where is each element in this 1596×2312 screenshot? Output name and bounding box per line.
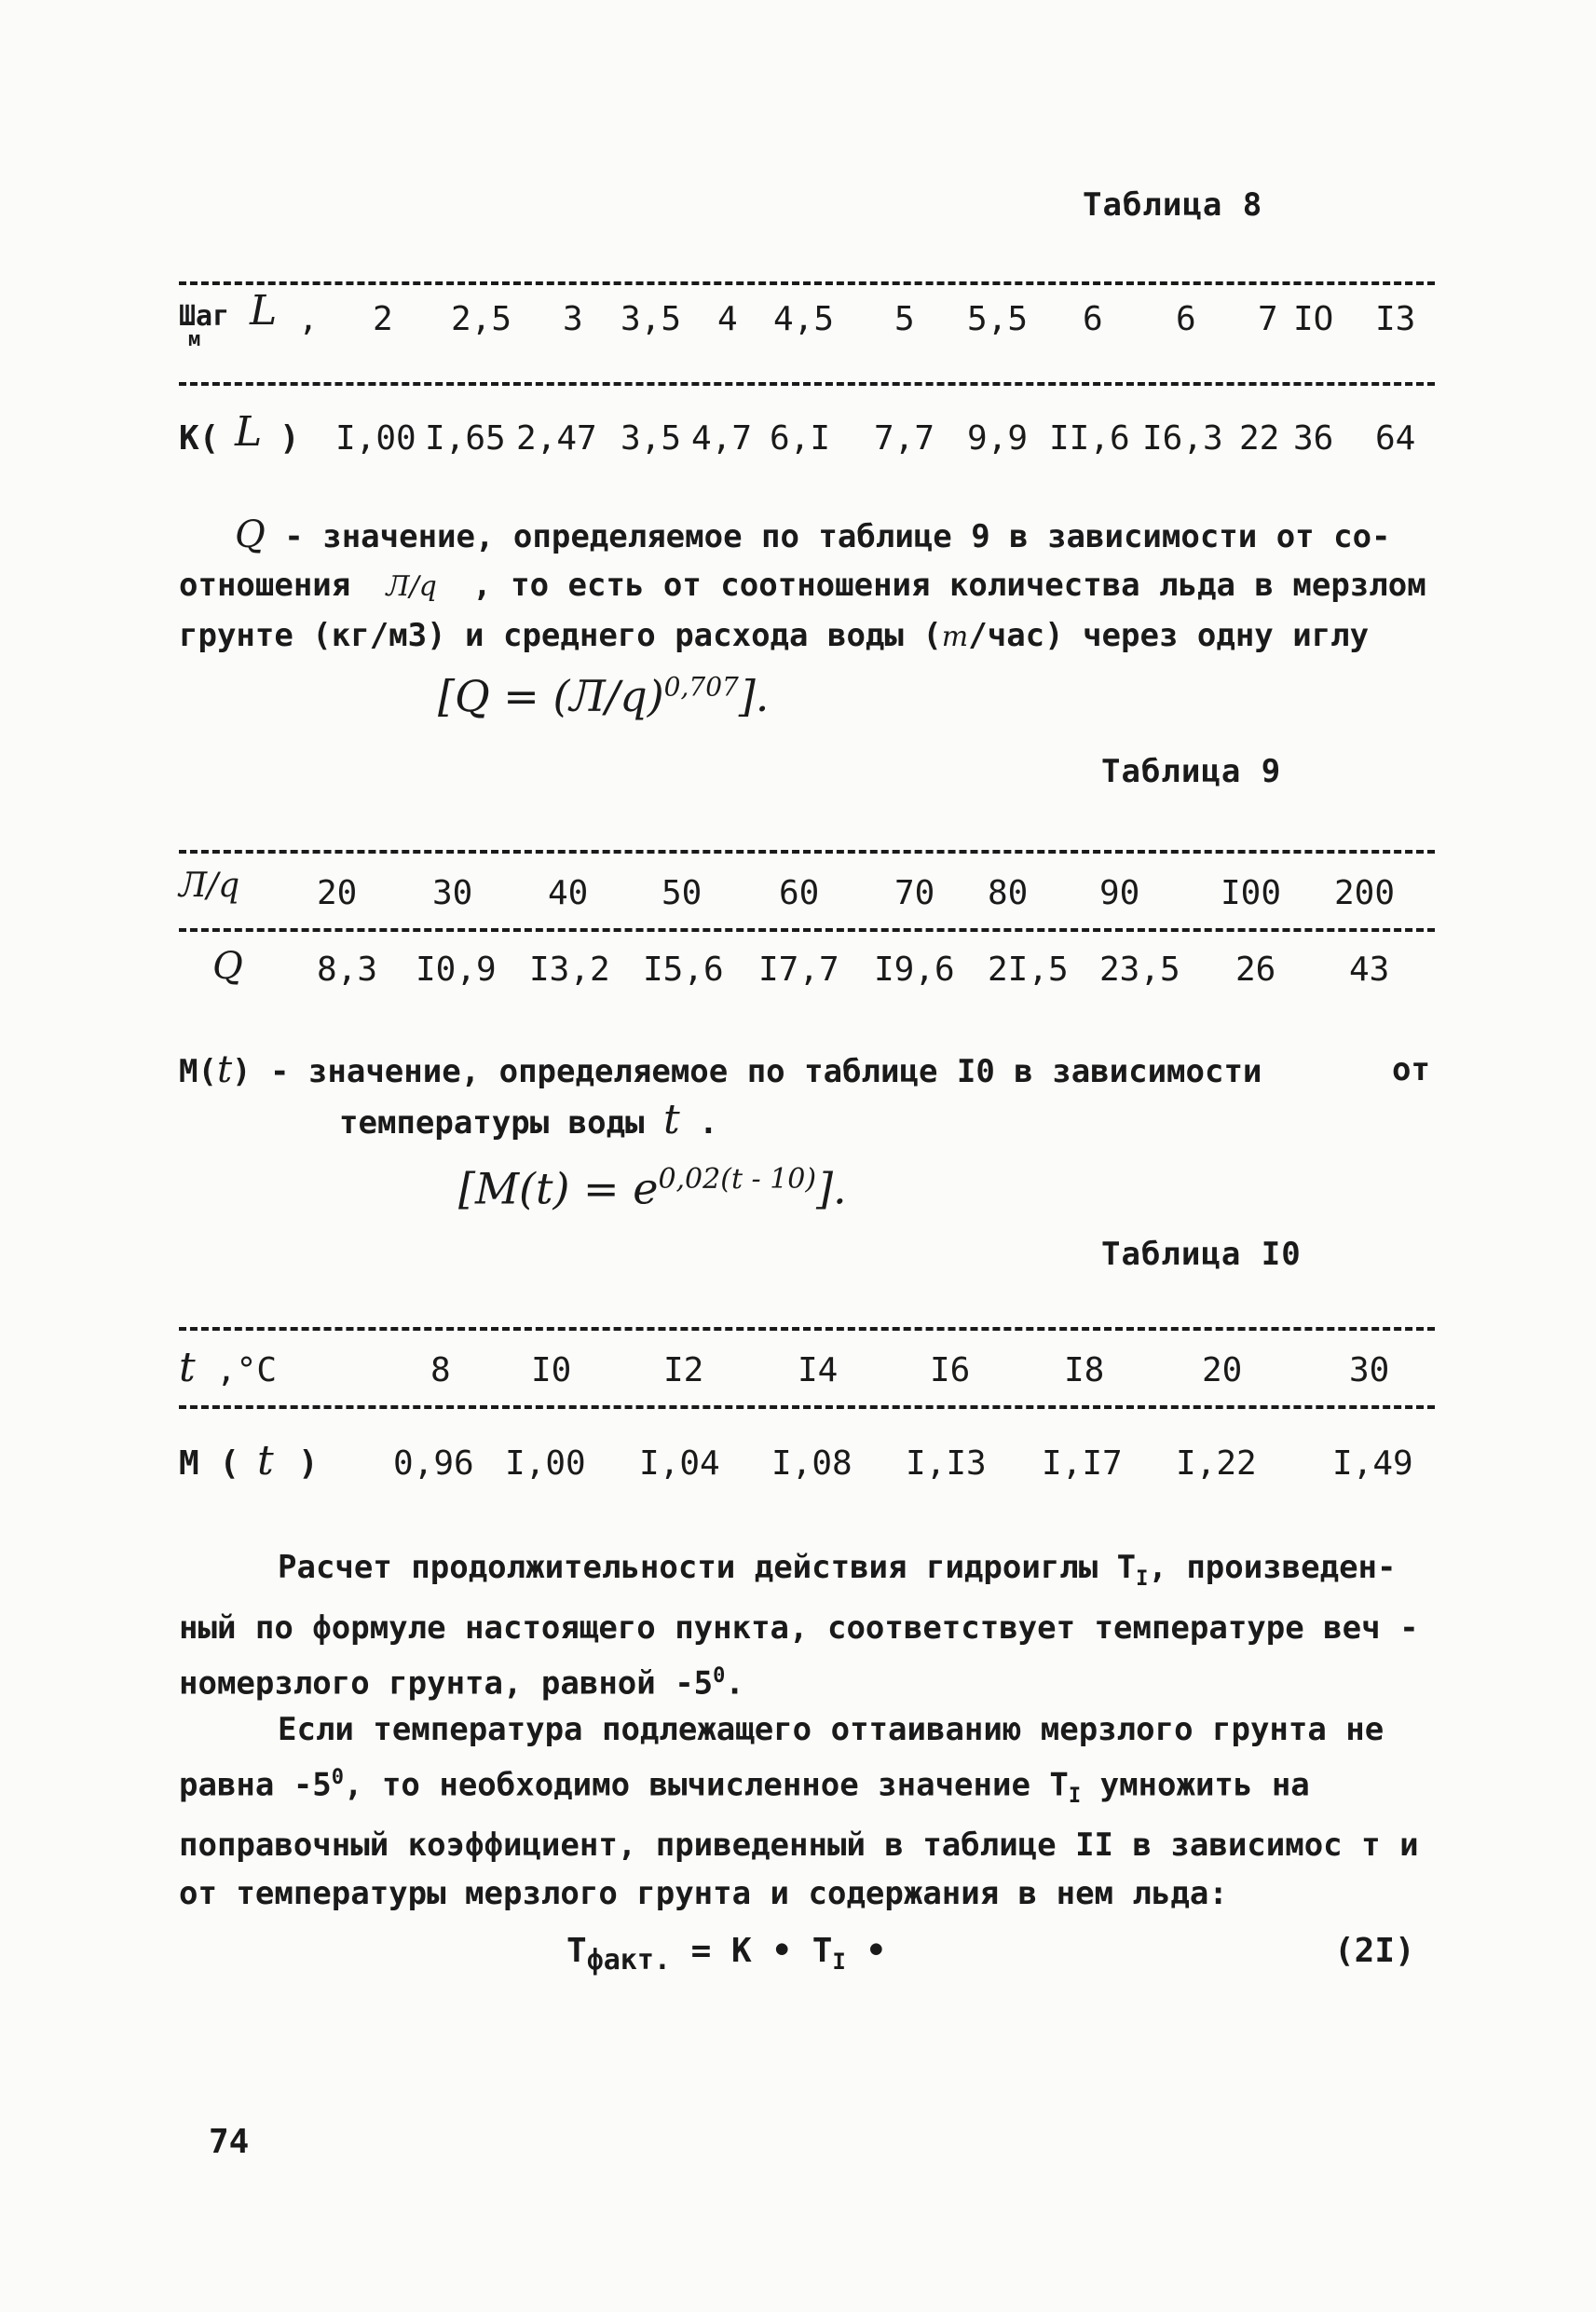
table8-cell: 9,9: [967, 419, 1029, 458]
table8-cell: 5: [894, 300, 915, 338]
table10-cell: I,I7: [1042, 1444, 1123, 1483]
table9-cell: 90: [1099, 874, 1140, 912]
table9-cell: I9,6: [874, 951, 955, 989]
paragraph-duration: Расчет продолжительности действия гидроиглы $Т_I$, произведен- ный по формуле настоящего пункта, соответствует температуре веч - номерзлого грунта, равной $-5^0$.: [179, 1549, 1419, 1703]
table10-row2-label: М (: [179, 1444, 240, 1483]
table9-cell: I0,9: [416, 951, 497, 989]
table10-cell: I6: [930, 1351, 971, 1389]
table10-cell: I,22: [1176, 1444, 1257, 1483]
table10-cell: I4: [798, 1351, 839, 1389]
table8-rule-mid: [179, 382, 1435, 386]
table10-cell: I2: [663, 1351, 704, 1389]
table9-rule-mid: [179, 928, 1435, 932]
table8-cell: I,65: [425, 419, 506, 458]
table9-cell: 50: [662, 874, 703, 912]
table9-cell: 43: [1349, 951, 1390, 989]
table9-rule-top: [179, 850, 1435, 854]
table8-row1-unit: м: [188, 328, 201, 351]
table8-row-step: Шаг м L , 2 2,5 3 3,5 4 4,5 5 5,5 6 6 7 IO I3: [179, 287, 1416, 351]
table9-cell: I7,7: [758, 951, 839, 989]
table9-cell: 8,3: [317, 951, 378, 989]
table8-cell: 5,5: [967, 300, 1029, 338]
table8-cell: 3: [563, 300, 583, 338]
table8-cell: 6,I: [770, 419, 831, 458]
table10-cell: I0: [531, 1351, 572, 1389]
table8-cell: 4,5: [773, 300, 835, 338]
table9-cell: I00: [1221, 874, 1282, 912]
ratio-l-q-symbol: Л/q: [386, 570, 437, 603]
table9-row-ratio: [179, 867, 1435, 930]
paragraph-m: М(t) - значение, определяемое по таблице I0 в зависимости от температуры воды t .: [179, 1048, 1430, 1143]
table8-cell: 2,5: [451, 300, 512, 338]
table8-cell: 6: [1176, 300, 1196, 338]
equation-21: $Т_{факт.} = К$ • $Т_I$ •: [566, 1932, 887, 1977]
table10-cell: 0,96: [393, 1444, 474, 1483]
table8-cell: I3: [1375, 300, 1416, 338]
table10-cell: I,49: [1332, 1444, 1413, 1483]
table9-caption: Таблица 9: [1101, 753, 1282, 790]
table10-cell: 30: [1349, 1351, 1390, 1389]
table8-cell: 3,5: [621, 419, 682, 458]
table10-cell: 8: [430, 1351, 451, 1389]
table9-cell: 40: [548, 874, 589, 912]
table10-cell: 20: [1202, 1351, 1243, 1389]
table9-cell: I5,6: [643, 951, 724, 989]
table8-rule-top: [179, 281, 1435, 285]
formula-q: $[Q = (Л/q)^{0,707}]$.: [438, 671, 770, 721]
table8-cell: 22: [1239, 419, 1280, 458]
table8-cell: 7,7: [874, 419, 935, 458]
table8-cell: IO: [1293, 300, 1334, 338]
table8-row2-symbol: L: [235, 408, 263, 456]
table9-cell: I3,2: [529, 951, 610, 989]
table8-row2-label: К(: [179, 419, 220, 458]
table8-row1-label: Шаг: [179, 300, 230, 333]
table8-cell: 6: [1083, 300, 1103, 338]
table9-cell: 60: [779, 874, 820, 912]
table9-row1-label: Л/q: [179, 867, 240, 905]
table8-caption: Таблица 8: [1083, 186, 1263, 224]
table10-row1-label: t: [179, 1344, 196, 1391]
equation-number: (2I): [1334, 1932, 1415, 1970]
table10-row-m: М ( t ) 0,96 I,00 I,04 I,08 I,I3 I,I7 I,22 I,49: [179, 1437, 1413, 1484]
table10-rule-mid: [179, 1405, 1435, 1409]
table9-cell: 30: [432, 874, 473, 912]
table9-cell: 2I,5: [988, 951, 1069, 989]
table9-row2-label: Q: [212, 945, 243, 988]
formula-m: $[M(t) = e^{0,02(t - 10)}]$.: [458, 1163, 847, 1214]
table10-cell: I8: [1064, 1351, 1105, 1389]
paragraph-q: Q - значение, определяемое по таблице 9 в зависимости от со- отношения Л/q , то есть от соотношения количества льда в мерзлом грунте (кг/м3) и среднего расхода воды (m/час) через одну иглу: [179, 513, 1426, 654]
table9-cell: 200: [1334, 874, 1396, 912]
table10-cell: I,I3: [906, 1444, 987, 1483]
table8-cell: 2,47: [516, 419, 597, 458]
table9-cell: 70: [894, 874, 935, 912]
table8-cell: 4: [717, 300, 738, 338]
q-symbol: Q: [235, 513, 266, 556]
page-number: 74: [209, 2123, 250, 2161]
table8-cell: I,00: [335, 419, 416, 458]
table10-rule-top: [179, 1327, 1435, 1331]
table10-cell: I,04: [639, 1444, 720, 1483]
table10-cell: I,00: [505, 1444, 586, 1483]
table10-row2-symbol: t: [257, 1437, 274, 1484]
table10-caption: Таблица I0: [1101, 1236, 1302, 1273]
table9-cell: 80: [988, 874, 1029, 912]
table8-cell: I6,3: [1142, 419, 1223, 458]
table8-cell: 2: [373, 300, 393, 338]
table8-cell: II,6: [1049, 419, 1130, 458]
table8-cell: 7: [1258, 300, 1278, 338]
table9-cell: 20: [317, 874, 358, 912]
table8-row1-symbol: L: [250, 287, 278, 335]
table9-cell: 26: [1235, 951, 1276, 989]
table9-row-q: [179, 945, 1435, 1006]
table8-cell: 4,7: [691, 419, 753, 458]
table8-cell: 3,5: [621, 300, 682, 338]
table8-row-k: К( L ) I,00 I,65 2,47 3,5 4,7 6,I 7,7 9,9 II,6 I6,3 22 36 64: [179, 408, 1416, 458]
table8-cell: 64: [1375, 419, 1416, 458]
table10-cell: I,08: [771, 1444, 853, 1483]
table10-row-t: t ,°С 8 I0 I2 I4 I6 I8 20 30: [179, 1344, 1390, 1391]
table8-cell: 36: [1293, 419, 1334, 458]
paragraph-correction: Если температура подлежащего оттаиванию мерзлого грунта не равна $-5^0$, то необходимо вычисленное значение $Т_I$ умножить на поправочный коэффициент, приведенный в таблице II в зависимос т и от температуры мерзлого грунта и содержания в нем льда:: [179, 1711, 1419, 1913]
table9-cell: 23,5: [1099, 951, 1180, 989]
